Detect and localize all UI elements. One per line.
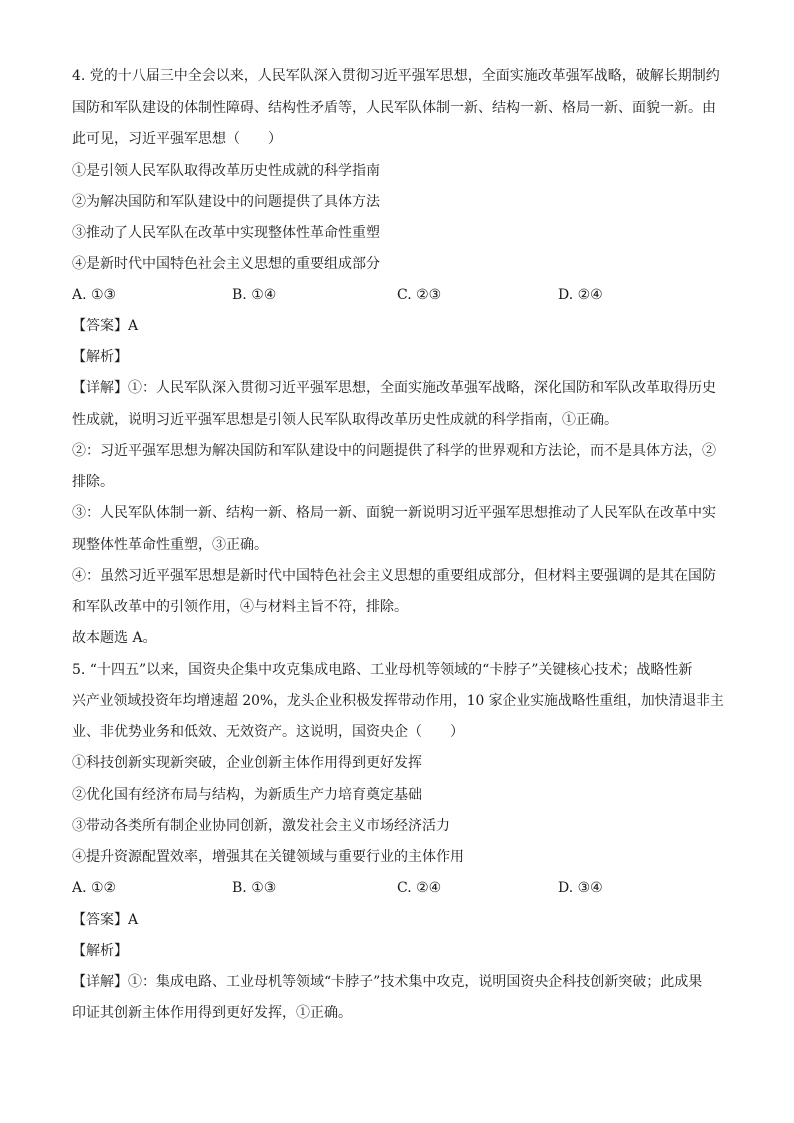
q4-option-a: A. ①③	[72, 287, 117, 303]
q4-detail-line-1: 【详解】①：人民军队深入贯彻习近平强军思想，全面实施改革强军战略，深化国防和军队改革取得历史	[72, 380, 716, 396]
q5-stem-line-1: 5. “十四五”以来，国资央企集中攻克集成电路、工业母机等领域的“卡脖子”关键核心技术；战略性新	[72, 662, 693, 678]
q4-options	[72, 285, 724, 305]
q4-detail-line-5: ③：人民军队体制一新、结构一新、格局一新、面貌一新说明习近平强军思想推动了人民军队在改革中实	[72, 505, 716, 521]
q4-detail-line-3: ②：习近平强军思想为解决国防和军队建设中的问题提供了科学的世界观和方法论，而不是具体方法，②	[72, 443, 716, 459]
q4-item-1: ①是引领人民军队取得改革历史性成就的科学指南	[72, 163, 380, 179]
q5-option-c: C. ②④	[397, 880, 442, 896]
q5-detail-line-1: 【详解】①：集成电路、工业母机等领域“卡脖子”技术集中攻克，说明国资央企科技创新突破；此成果	[72, 974, 703, 990]
q4-item-2: ②为解决国防和军队建设中的问题提供了具体方法	[72, 194, 380, 210]
q5-stem-line-3: 业、非优势业务和低效、无效资产。这说明，国资央企（ ）	[72, 724, 464, 740]
q5-item-1: ①科技创新实现新突破，企业创新主体作用得到更好发挥	[72, 755, 422, 771]
q5-option-d: D. ③④	[558, 880, 603, 896]
q4-option-d: D. ②④	[558, 287, 603, 303]
q4-item-3: ③推动了人民军队在改革中实现整体性革命性重塑	[72, 225, 380, 241]
q5-analysis-label: 【解析】	[72, 943, 128, 959]
q4-conclusion: 故本题选 A。	[72, 630, 157, 646]
q4-detail-line-7: ④：虽然习近平强军思想是新时代中国特色社会主义思想的重要组成部分，但材料主要强调的是其在国防	[72, 568, 716, 584]
q5-options	[72, 878, 724, 898]
q5-answer: 【答案】A	[72, 912, 139, 928]
q4-analysis-label: 【解析】	[72, 349, 128, 365]
q5-item-4: ④提升资源配置效率，增强其在关键领域与重要行业的主体作用	[72, 849, 464, 865]
q4-detail-line-2: 性成就，说明习近平强军思想是引领人民军队取得改革历史性成就的科学指南，①正确。	[72, 412, 618, 428]
q5-stem-line-2: 兴产业领域投资年均增速超 20%，龙头企业积极发挥带动作用，10 家企业实施战略性重组，加快清退非主	[72, 693, 724, 709]
q5-detail-line-2: 印证其创新主体作用得到更好发挥，①正确。	[72, 1005, 352, 1021]
q4-stem-line-3: 此可见，习近平强军思想（ ）	[72, 131, 282, 147]
q5-option-a: A. ①②	[72, 880, 117, 896]
q4-detail-line-4: 排除。	[72, 474, 114, 490]
q4-option-b: B. ①④	[232, 287, 277, 303]
q5-option-b: B. ①③	[232, 880, 277, 896]
q4-answer: 【答案】A	[72, 318, 139, 334]
q4-detail-line-8: 和军队改革中的引领作用，④与材料主旨不符，排除。	[72, 599, 408, 615]
q4-stem-line-2: 国防和军队建设的体制性障碍、结构性矛盾等，人民军队体制一新、结构一新、格局一新、面貌一新。由	[72, 100, 716, 116]
q4-item-4: ④是新时代中国特色社会主义思想的重要组成部分	[72, 256, 380, 272]
q4-option-c: C. ②③	[397, 287, 442, 303]
q4-stem-line-1: 4. 党的十八届三中全会以来，人民军队深入贯彻习近平强军思想，全面实施改革强军战略，破解长期制约	[72, 68, 720, 84]
q5-item-3: ③带动各类所有制企业协同创新，激发社会主义市场经济活力	[72, 818, 450, 834]
q4-detail-line-6: 现整体性革命性重塑，③正确。	[72, 537, 268, 553]
q5-item-2: ②优化国有经济布局与结构，为新质生产力培育奠定基础	[72, 787, 422, 803]
